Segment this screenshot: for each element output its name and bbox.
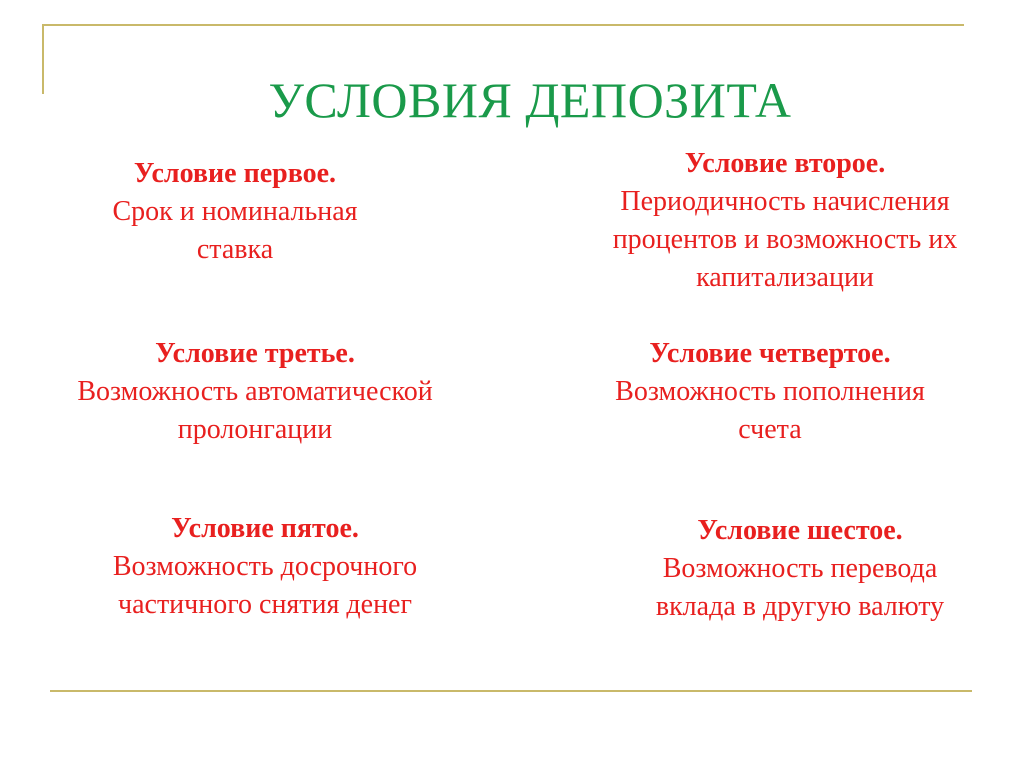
condition-1 — [40, 155, 430, 269]
condition-4-heading: Условие четвертое. — [649, 338, 891, 369]
top-rule — [42, 24, 964, 26]
condition-4 — [560, 335, 980, 449]
condition-4-body: Возможность пополнения счета — [615, 376, 925, 445]
condition-1-body: Срок и номинальная ставка — [112, 196, 358, 265]
condition-2-body: Периодичность начисления процентов и возможность их капитализации — [612, 186, 958, 293]
condition-6-body: Возможность перевода вклада в другую валюту — [655, 553, 945, 622]
condition-5 — [40, 510, 490, 624]
condition-2 — [560, 145, 1010, 297]
condition-5-body: Возможность досрочного частичного снятия денег — [112, 551, 418, 620]
condition-1-heading: Условие первое. — [133, 158, 337, 189]
condition-6-heading: Условие шестое. — [697, 515, 903, 546]
condition-6 — [590, 512, 1010, 626]
condition-3 — [30, 335, 480, 449]
condition-5-heading: Условие пятое. — [171, 513, 359, 544]
condition-3-heading: Условие третье. — [155, 338, 355, 369]
condition-2-heading: Условие второе. — [684, 148, 886, 179]
bottom-rule — [50, 690, 972, 692]
condition-3-body: Возможность автоматической пролонгации — [77, 376, 433, 445]
slide-title: УСЛОВИЯ ДЕПОЗИТА — [268, 72, 792, 128]
